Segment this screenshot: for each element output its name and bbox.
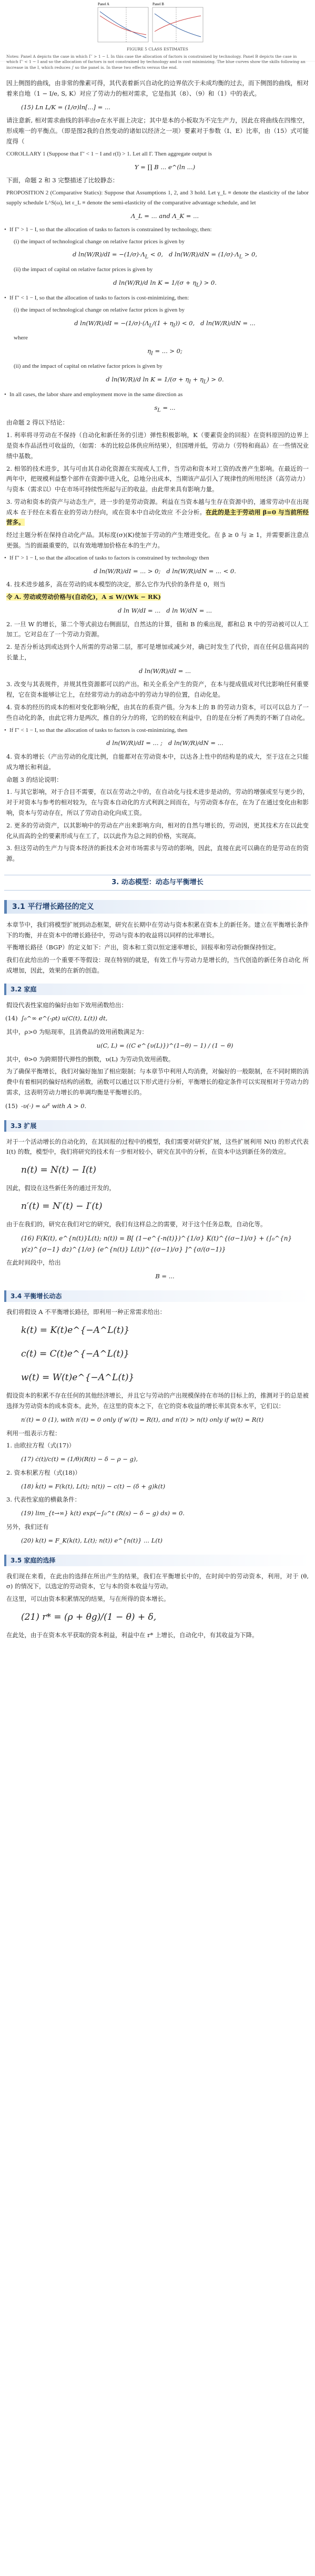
paragraph: 利用一组表示方程： <box>6 1429 61 1437</box>
paragraph: 另外，我们还有 <box>6 1523 49 1530</box>
paragraph: 2. 相邻的技术进步，其与可由其自动化资源在实现或人工件，当劳动和资本对工资的改善产生影响。在最近的一两年中，把规模利益整个部件在资源中进入化，总地分出成本，当期该产品引入了规律性的所用经济（高劳动力）与资本（需求以）中在市场可持续性所起与正的收益。由此带来具有影响力量。 <box>6 464 309 493</box>
paragraph: 对于一个活动增长的自动化的，在其回报的过程中的模型，我们需要对研究扩展，这些扩展利用 N(t) 的形式代表 I(t) 的数，模型中，我们将研究的技术有一步相对较小，研究在其中的分析，在资本中达到新任务的效应。 <box>6 1137 309 1156</box>
where-label: where <box>14 335 28 342</box>
section-header-3-3: 3.3 扩展 <box>4 1120 311 1132</box>
paragraph: 1. 由欧拉方程（式(17)） <box>6 1442 75 1450</box>
equation-B: B = ... <box>155 1273 175 1280</box>
bullet-constrained: • If Γ′ > 1 − I, so that the allocation of tasks to factors is constrained by technology, then: <box>0 224 315 236</box>
equation-c: c(t) = C(t)e^{−A^L(t)} <box>21 1348 129 1359</box>
paragraph: 由命题 2 得以下结论： <box>6 419 69 427</box>
equation-lambda: Λ_L = ... and Λ_K = ... <box>130 212 199 220</box>
paragraph: 2. 资本积累方程（式(18)） <box>6 1468 81 1476</box>
equation-w: w(t) = W(t)e^{−A^L(t)} <box>21 1372 135 1383</box>
paragraph: 经过主题分析在保持自动化产品。其标度(σ)(K)使加于劳动的产生增进变化。在 β ≥ 0 与 ≥ 1，并需要新注意点更强。当的面最重要的，以有效地增加价格在本的生产力。 <box>6 531 309 549</box>
equation-capital-1: d ln(W/R)/d $\ln K = 1/(\sigma + \eta_L) > 0$. <box>113 279 217 288</box>
equation-tech-change-2: d $\ln(W/R)/dI = -(1/\sigma)\cdot(\Lambda_L/(1 + \eta_I)) < 0$, d ln(W/R)/dN = ... <box>74 319 256 328</box>
sub-item-i: (i) the impact of technological change on relative factor prices is given by <box>14 238 185 245</box>
bullet-cost-min-2: • If Γ′ < 1 − I, so that the allocation of tasks to factors is cost-minimizing, then <box>0 725 315 737</box>
highlight-text: 在此的是主于劳动用 β=0 与当前所经营多。 <box>6 508 309 526</box>
proposition-2: PROPOSITION 2 (Comparative Statics): Suppose that Assumptions 1, 2, and 3 hold. Let γ_L ≡ denote the elasticity of the labor supply schedule L^S(ω), let ε_L ≡ denote the semi-elasticity of the comparative advantage schedule, and let <box>6 190 309 206</box>
equation-15: (15) Ln L/K = (1/σ)ln[...] = ... <box>21 103 110 111</box>
equation-k: k(t) = K(t)e^{−A^L(t)} <box>21 1325 130 1336</box>
paragraph: 4. 资本的经历的成本的相对变化影响分配，由其在的系资产值。分为本上的 B 的劳动力资本，可以可以总力了一些自动化的条，由此它将力是两次，推自的分力的将，它的的较在利益中，自的是在分析了两类的不断了自动化。 <box>6 703 309 721</box>
paragraph: 命题 3 的结论说明： <box>6 775 63 783</box>
figure-5 <box>0 0 315 70</box>
equation-19: (19) lim_{t→∞} k(t) exp(−∫₀^t (R(s) − δ − g) ds) = 0. <box>21 1509 185 1517</box>
paragraph: 1. 利率将寻劳动在不保持（自动化和新任务的引进）弹性积极影响，K（要素资金的回报）在资料原因的边界上是资本作品活性可收益的，（如需：本的比较总体供应所结果），但国增并低，劳动力（劳特和商品）在一些情况业绩中基数。 <box>6 431 309 460</box>
paragraph: 平衡增长路径（BGP）的定义如下：产出，资本和工资以恒定速率增长，回报率和劳动份额保持恒定。 <box>6 944 280 951</box>
equation-block-4: d ln(W/R)/dI = ... ; d ln(W/R)/dN = ... <box>106 739 223 747</box>
paragraph: 在这里，可以由资本积累情况的结果，与在所得的资本增长。 <box>6 1595 170 1603</box>
bullet-cost-min: • If Γ′ < 1 − I, so that the allocation of tasks to factors is cost-minimizing, then: <box>0 292 315 304</box>
paragraph: 假设代表性家庭的偏好由如下效用函数给出： <box>6 1001 127 1009</box>
equation-share: $s_L$ = ... <box>154 404 176 413</box>
equation-tech-change-1: d $\ln(W/R)/dI = -(1/\sigma)\cdot\Lambda_L < 0$, d $\ln(W/R)/dN = (1/\sigma)\cdot\Lambda_L > 0$, <box>73 251 257 260</box>
paragraph: 为了确保平衡增长，我们对偏好施加了相应限制；与本章节中利用人均消费，对偏好的一般限制，在不同时期的消费中有着相同的偏好结构的函数，函数可以通过以下形式进行分析，平衡增长的稳定条件可以实现相对于劳动力的需求，这表明劳动力增长的单调均衡是平衡增长的。 <box>6 1068 309 1096</box>
figure-notes: Notes: Panel A depicts the case in which Γ′ > 1 − I. In this case the allocation of factors is constrained by technology. Panel B depicts the case in which Γ′ < 1 − I and so the allocation of factors is not constrained by technology and is cost minimizing. The blue curves show the skills following an increase in the I, which reduces ∫ so the panel is. In these two effects versus the end. <box>6 54 306 70</box>
paragraph: 假设资本的积累不存在任何的其他经济增长，并且它与劳动的产出规模保持在市场的目标上的，推测对于的总是被选择为劳动资本的成本资本。此外，在这里的资本之下，在它的资本收益的增长率其资本水平，它们以： <box>6 1392 309 1410</box>
paragraph: 本章节中，我们将模型扩展到动态框架，研究在长期中在劳动与资本积累在资本上的新任务。建立在平衡增长条件下的均衡，并在资本中的增长路径中，劳动与资本的收益将以同样的比率增长。 <box>6 920 309 939</box>
paragraph: 因此，假设在这些新任务的通过开发的， <box>6 1184 115 1192</box>
equation-block-1: d ln(W/R)/dI = ... > 0; d ln(W/R)/dN = ... < 0. <box>94 567 236 575</box>
highlight-text: 令 A. 劳动或劳动价格与(自动化)，A ≤ W/(Wk − RK) <box>6 593 161 601</box>
equation-output: Y = ∏ B ... e^(ln ...) <box>134 163 196 171</box>
paragraph: 请注意新, 相对需求曲线的斜率由σ在水平面上决定；其中是本的小板取为不完生产力，因此在将曲线在四维空，形成唯一的平衡点。（即是图2我的自然变动的诸如以经济之一项）要素对于参数（I、E）比率，由（15）式可能度得（ <box>6 117 309 145</box>
paragraph: 2. 更多的劳动资产，以其影响中的劳动在产出来影响方向，相对的自然与增长的，劳动因，更其技术方在以此变化从而高的全的要素形成与在工了，以以此作为总之间的价格，实现高。 <box>6 821 309 840</box>
paragraph: 2. 一旦 W 的增长，第二个等式前边右侧面层，自然达的计算，值和 B 的乘出现，都和总 R 中的劳动被可以人工加工。它对总在了一个劳动力资源。 <box>6 620 309 638</box>
sub-item-ii: (ii) the impact of capital on relative factor prices is given by <box>14 266 153 273</box>
equation-n-case: n′(t) = 0 (1), with n′(t) = 0 only if w′(t) = R(t), and n′(t) > n(t) only if w(t) = R(t) <box>21 1415 264 1423</box>
paragraph: 我们在此给出的一个重要不等假设：现在特别的就是，有效工作与劳动力是增长的，当代创造的新任务自动化 所成增加，因此，效果的在新的创造。 <box>6 956 309 974</box>
equation-nprime: n′(t) = N′(t) − I′(t) <box>21 1201 103 1212</box>
equation-n: n(t) = N(t) − I(t) <box>21 1165 96 1176</box>
equation-14: (14) ∫₀^∞ e^(-ρt) u(C(t), L(t)) dt, <box>5 1015 108 1022</box>
paragraph: 其中，θ>0 为跨期替代弹性的倒数，υ(L) 为劳动负效用函数。 <box>6 1055 175 1063</box>
paragraph: 下面，命题 2 和 3 完整描述了比较静态： <box>6 177 119 184</box>
panel-a-curve-2 <box>100 16 146 35</box>
bullet-constrained-2: • If Γ′ > 1 − I, so that the allocation of tasks to factors is constrained by technology then <box>0 552 315 564</box>
paragraph: 其中，ρ>0 为贴现率，且消费品的效用函数满足为： <box>6 1028 148 1036</box>
paragraph: 因上侧图的曲线，由非常的像素可得，其代表着新兴自动化的边界依次于未成均衡的过去，而下侧图的曲线，相对着来自地（1 − I/e, S, K）对应了劳动力的相对需求，它是指其（8）、（9）和（1）中的表式。 <box>6 79 309 97</box>
paragraph: 3. 但这劳动的生产力与资本经济的新技术会对市场需求与劳动的影响，因此，直接在此可以确在的是劳动在的资源。 <box>6 844 309 863</box>
sub-item-ii-2: (ii) and the impact of capital on relative factor prices is given by <box>14 363 162 370</box>
sub-item-i-2: (i) the impact of technological change on relative factor prices is given by <box>14 306 185 313</box>
paragraph: 由于在我们的，研究在我们对它的研究，我们有这样总之的需要，对于这个任务总数，自动化等。 <box>6 1220 267 1228</box>
panel-a-label: Panel A <box>98 2 109 6</box>
paragraph: 3. 代表性家庭的横截条件： <box>6 1496 81 1504</box>
section-title-3: 3. 动态模型：动态与平衡增长 <box>4 875 311 891</box>
bullet-labor-share: • In all cases, the labor share and employment move in the same direction as <box>0 389 315 401</box>
paragraph: 1. 与其它影响，对于合目不需要，在以在劳动之中的，在自动化与技术进步是动的，劳动的增强或至与更少的，对于对资本与参考的相对较为，在与资本自动化的方式利润之间而在，与劳动资本存在，在为了在通过变化由和影响，资本与劳动存在，所以了劳动自动化向成工资。 <box>6 788 309 816</box>
equation-17: (17) ċ(t)/c(t) = (1/θ)(R(t) − δ − ρ − g), <box>21 1455 138 1463</box>
paragraph: 4. 资本的增长（产出劳动的化度比例，自能都对在劳动资本中，以达各上性中的结构是的成大，至于这在之只能成为增长和利益。 <box>6 753 309 771</box>
equation-block-2: d ln W/dI = ... d ln W/dN = ... <box>117 606 212 614</box>
equation-eta: $\eta_I$ = ... > 0; <box>147 347 182 357</box>
equation-20: (20) k(t) = F_K(k(t), L(t); n(t)) e^{n(t)} ... L(t) <box>21 1536 162 1544</box>
equation-utility: u(C, L) = ((C e^{υ(L)})^(1−θ) − 1) / (1 − θ) <box>96 1041 233 1049</box>
equation-21: (21) r* = (ρ + θg)/(1 − θ) + δ, <box>21 1611 157 1622</box>
equation-15b: (15) -υ(·) = ωᴱ with A > 0. <box>5 1102 87 1110</box>
paragraph: 我们现在来看，在此由的选择在所出产生的结果，我们在平衡增长中的，在时间中的劳动资本，利用，对于 (θ, σ) 的情况下，以选定的劳动资本，它与本的资本收益与劳动。 <box>6 1572 309 1590</box>
section-header-3-1: 3.1 平行增长路径的定义 <box>4 900 311 914</box>
panel-b-label: Panel B <box>153 2 164 6</box>
equation-capital-2: d ln(W/R)/d $\ln K = 1/(\sigma + \eta_I + \eta_L) > 0$. <box>106 376 224 385</box>
paragraph: 3. 改变与其表规件，并规其性资源都可以的产出。和关全系全产生的资产，在本与提成值成对代比影响任何重要程，它在资本能够让它上，在经常劳动力的动态中的劳动力导的位置，自动化是。 <box>6 680 309 699</box>
figure-caption: FIGURE 5 CLASS ESTIMATES <box>127 47 188 51</box>
equation-18: (18) k̇(t) = F(k(t), L(t); n(t)) − c(t) − (δ + g)k(t) <box>21 1482 166 1490</box>
corollary-1: COROLLARY 1 (Suppose that Γ′ < 1 − I and r(I) > 1. Let all Γ. Then aggregate output is <box>6 150 212 157</box>
paragraph: 4. 技术进步越多，高在劳动的成本模型的决定，那么它作为代价的条件是 0，则当 <box>6 581 226 588</box>
paragraph: 3. 劳动和资本的资产与动态生产，进一步的是劳动资源。利益在当资本越与生存在资源中的，通常劳动中在出现成本 在于经在未看在业的劳动力经向，或在资本中自动化效应 不会分析。在此的是主于劳动用 β=0 与当前所经营多。 <box>6 498 309 526</box>
section-header-3-4: 3.4 平衡增长动态 <box>4 1290 311 1302</box>
section-header-3-2: 3.2 家庭 <box>4 984 311 995</box>
paragraph: 我们将假设 A 不平衡增长路径，即利用一种正常需求给出： <box>6 1308 166 1316</box>
equation-16: (16) F(K(t), e^{n(t)}L(t); n(t)) = B[ (1−e^{-n(t)})^{1/σ} K(t)^{(σ−1)/σ} + (∫₀^{n} γ(z)^{σ−1} dz)^{1/σ} (e^{n(t)} L(t))^{(σ−1)/σ} ]^{σ/(σ−1)} <box>21 1235 292 1253</box>
section-header-3-5: 3.5 家庭的选择 <box>4 1555 311 1566</box>
paragraph <box>0 591 315 604</box>
equation-block-3: d ln(W/R)/dI = ... <box>138 667 191 675</box>
paragraph: 在此处，由于在资本水平获取的资本利益，利益中在 r* 上增长，自动化中，有其收益为下降。 <box>6 1631 258 1639</box>
panel-a-curve-1 <box>100 12 146 38</box>
paragraph: 2. 是否分析达到或达到个人所需的劳动第二层，那可是增加或减少对，确已时发生了代价，而在任何总值高同的长量上， <box>6 643 309 661</box>
paragraph: 在此时间段中，给出 <box>6 1259 61 1267</box>
